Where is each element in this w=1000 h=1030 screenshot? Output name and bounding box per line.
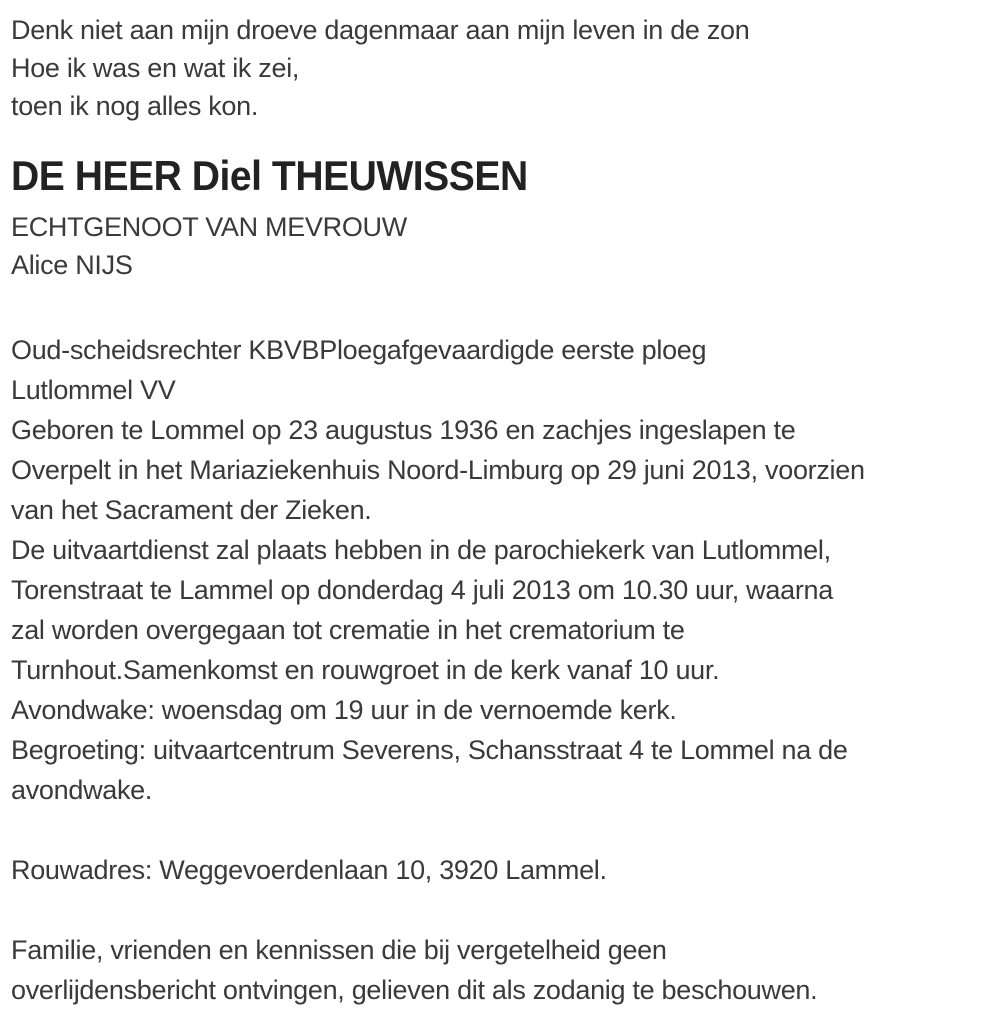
memorial-poem — [11, 11, 992, 125]
poem-line: toen ik nog alles kon. — [11, 91, 259, 121]
closing-notice-block — [11, 930, 992, 1010]
announcement-line: avondwake. — [11, 775, 153, 805]
announcement-line: Oud-scheidsrechter KBVBPloegafgevaardigde eerste ploeg — [11, 335, 707, 365]
announcement-line: Begroeting: uitvaartcentrum Severens, Schansstraat 4 te Lommel na de — [11, 735, 848, 765]
announcement-line: Overpelt in het Mariaziekenhuis Noord-Limburg op 29 juni 2013, voorzien — [11, 455, 865, 485]
closing-line: Familie, vrienden en kennissen die bij vergetelheid geen — [11, 935, 667, 965]
relation-line: ECHTGENOOT VAN MEVROUW — [11, 212, 407, 242]
announcement-line: Geboren te Lommel op 23 augustus 1936 en zachjes ingeslapen te — [11, 415, 796, 445]
poem-line: Denk niet aan mijn droeve dagenmaar aan mijn leven in de zon — [11, 15, 750, 45]
deceased-name-title: DE HEER Diel THEUWISSEN — [11, 152, 528, 199]
announcement-line: De uitvaartdienst zal plaats hebben in de parochiekerk van Lutlommel, — [11, 535, 831, 565]
announcement-line: zal worden overgegaan tot crematie in het crematorium te — [11, 615, 685, 645]
closing-line: overlijdensbericht ontvingen, gelieven dit als zodanig te beschouwen. — [11, 975, 818, 1005]
announcement-line: van het Sacrament der Zieken. — [11, 495, 372, 525]
announcement-line: Lutlommel VV — [11, 375, 176, 405]
deceased-relation-block — [11, 208, 992, 284]
announcement-line: Avondwake: woensdag om 19 uur in de vernoemde kerk. — [11, 695, 677, 725]
poem-line: Hoe ik was en wat ik zei, — [11, 53, 300, 83]
announcement-line: Turnhout.Samenkomst en rouwgroet in de kerk vanaf 10 uur. — [11, 655, 720, 685]
mourning-address-line: Rouwadres: Weggevoerdenlaan 10, 3920 Lammel. — [11, 855, 607, 885]
deceased-name-block — [11, 153, 992, 284]
announcement-line: Torenstraat te Lammel op donderdag 4 juli 2013 om 10.30 uur, waarna — [11, 575, 833, 605]
funeral-announcement — [11, 330, 992, 810]
spouse-name: Alice NIJS — [11, 250, 133, 280]
mourning-address-block — [11, 850, 992, 890]
